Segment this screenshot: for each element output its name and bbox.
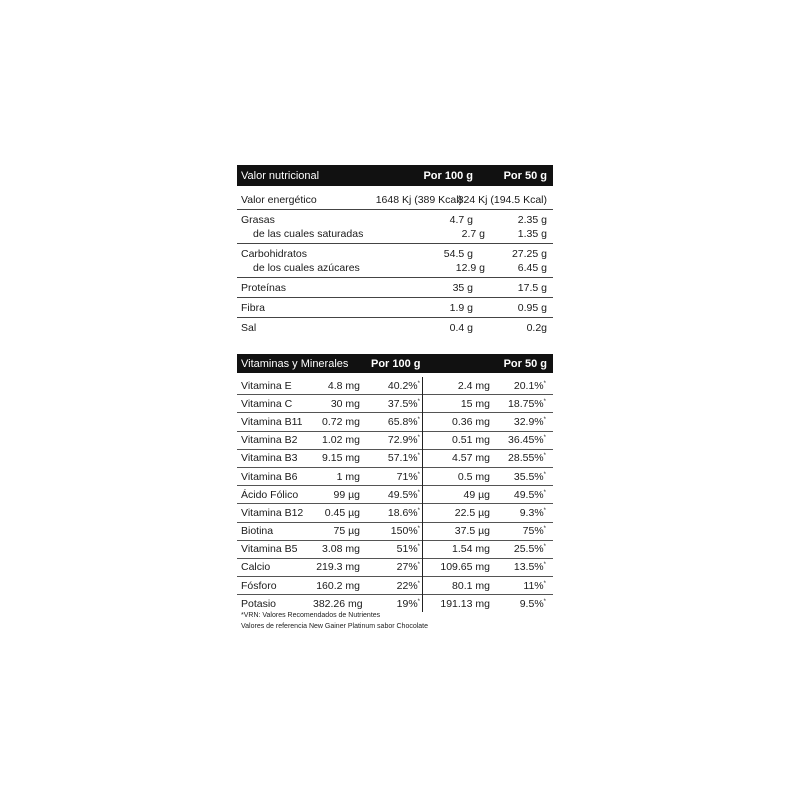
vrn-percent-per-100g <box>360 471 420 483</box>
nutrition-group <box>237 190 553 210</box>
nutrition-table-header <box>237 165 553 186</box>
amount-per-50g-text: 4.57 mg <box>452 452 490 465</box>
vitamin-row <box>237 559 553 577</box>
value-per-100g: 0.4 g <box>449 322 473 334</box>
nutrition-row <box>237 301 553 315</box>
vrn-percent-per-50g-text: 9.3% <box>519 506 544 519</box>
nutrient-label: Grasas <box>241 214 275 226</box>
vitamin-name-text: Ácido Fólico <box>241 488 299 501</box>
nutrient-label: Fibra <box>241 302 265 314</box>
asterisk-mark: * <box>543 398 546 405</box>
vitamin-name <box>237 398 313 410</box>
vitamin-name <box>237 380 313 392</box>
nutrient-label: de los cuales azúcares <box>253 262 360 274</box>
vrn-percent-per-100g <box>360 543 420 555</box>
asterisk-mark: * <box>417 598 420 605</box>
vitamins-table-body <box>237 377 553 612</box>
asterisk-mark: * <box>543 507 546 514</box>
vrn-percent-per-100g <box>360 452 420 464</box>
vrn-percent-per-50g-text: 36.45% <box>508 434 544 447</box>
amount-per-100g <box>313 597 363 610</box>
vitamin-name-text: Vitamina B5 <box>241 543 298 556</box>
asterisk-mark: * <box>417 489 420 496</box>
amount-per-100g-text: 219.3 mg <box>316 561 360 574</box>
vrn-percent-per-100g-text: 49.5% <box>387 488 418 501</box>
asterisk-mark: * <box>543 598 546 605</box>
vrn-percent-per-50g <box>490 380 553 392</box>
vrn-percent-per-50g-text: 75% <box>522 525 544 538</box>
asterisk-mark: * <box>417 435 420 442</box>
vitamin-name-text: Vitamina E <box>241 379 292 392</box>
value-per-100g: 54.5 g <box>443 248 473 260</box>
amount-per-100g-text: 99 µg <box>333 488 360 501</box>
asterisk-mark: * <box>417 453 420 460</box>
value-per-50g: 0.2g <box>526 322 547 334</box>
vitamin-name <box>237 543 313 555</box>
amount-per-100g <box>313 580 360 592</box>
vrn-percent-per-50g-text: 9.5% <box>519 597 544 610</box>
amount-per-100g <box>313 507 360 519</box>
vitamin-name <box>237 416 313 428</box>
vrn-percent-per-50g <box>490 561 553 573</box>
amount-per-100g-text: 3.08 mg <box>322 543 360 556</box>
vitamin-name-text: Vitamina B6 <box>241 470 298 483</box>
vitamin-row <box>237 377 553 395</box>
asterisk-mark: * <box>543 416 546 423</box>
nutrition-group <box>237 210 553 244</box>
amount-per-50g <box>417 397 490 410</box>
header-per-100g: Por 100 g <box>423 169 473 182</box>
amount-per-50g-text: 49 µg <box>463 488 490 501</box>
asterisk-mark: * <box>543 489 546 496</box>
nutrition-row <box>237 261 553 275</box>
vitamin-name <box>237 598 313 610</box>
vitamin-name <box>237 561 313 573</box>
vrn-percent-per-100g-text: 65.8% <box>387 415 418 428</box>
nutrient-label: Carbohidratos <box>241 248 307 260</box>
asterisk-mark: * <box>417 526 420 533</box>
nutrition-row <box>237 321 553 335</box>
vitamin-row <box>237 504 553 522</box>
vrn-percent-per-50g-text: 20.1% <box>513 379 544 392</box>
asterisk-mark: * <box>417 580 420 587</box>
value-per-100g: 1.9 g <box>449 302 473 314</box>
nutrition-group <box>237 298 553 318</box>
amount-per-100g <box>313 543 360 555</box>
header-label: Vitaminas y Minerales <box>241 357 349 370</box>
vrn-percent-per-100g <box>360 525 420 537</box>
asterisk-mark: * <box>543 580 546 587</box>
vrn-percent-per-100g-text: 57.1% <box>387 452 418 465</box>
amount-per-50g-text: 0.5 mg <box>457 470 490 483</box>
column-divider <box>422 377 423 612</box>
amount-per-50g <box>417 470 490 483</box>
nutrient-label: Sal <box>241 322 257 334</box>
vrn-percent-per-50g-text: 28.55% <box>508 452 544 465</box>
asterisk-mark: * <box>417 471 420 478</box>
vrn-percent-per-50g-text: 13.5% <box>513 561 544 574</box>
amount-per-100g <box>313 434 360 446</box>
value-per-50g: 6.45 g <box>517 262 547 274</box>
asterisk-mark: * <box>417 380 420 387</box>
asterisk-mark: * <box>543 526 546 533</box>
vitamin-name-text: Vitamina B11 <box>241 415 303 428</box>
vitamin-name-text: Potasio <box>241 597 277 610</box>
vitamin-name <box>237 452 313 464</box>
amount-per-100g <box>313 471 360 483</box>
vrn-percent-per-50g <box>490 525 553 537</box>
vitamin-row <box>237 432 553 450</box>
vrn-percent-per-50g-text: 32.9% <box>513 415 544 428</box>
vrn-percent-per-50g <box>490 416 553 428</box>
amount-per-100g <box>313 452 360 464</box>
asterisk-mark: * <box>543 380 546 387</box>
vitamin-name-text: Vitamina B12 <box>241 506 304 519</box>
vitamins-table-header <box>237 354 553 373</box>
vitamin-row <box>237 413 553 431</box>
amount-per-100g-text: 382.26 mg <box>313 597 363 610</box>
amount-per-50g <box>417 543 490 556</box>
vrn-percent-per-100g <box>360 380 420 392</box>
vrn-percent-per-100g <box>360 598 420 610</box>
amount-per-50g-text: 15 mg <box>460 397 490 410</box>
vitamin-row <box>237 577 553 595</box>
vitamin-name-text: Vitamina B3 <box>241 452 298 465</box>
amount-per-100g-text: 160.2 mg <box>316 579 360 592</box>
amount-per-100g-text: 4.8 mg <box>327 379 360 392</box>
vrn-percent-per-50g-text: 18.75% <box>508 397 544 410</box>
vitamin-row <box>237 523 553 541</box>
amount-per-100g-text: 0.45 µg <box>324 506 360 519</box>
reference-note: Valores de referencia New Gainer Platinum sabor Chocolate <box>241 623 429 630</box>
vitamin-name <box>237 580 313 592</box>
vitamin-name-text: Vitamina B2 <box>241 434 298 447</box>
asterisk-mark: * <box>417 507 420 514</box>
value-per-100g: 1648 Kj (389 Kcal) <box>375 194 463 206</box>
vitamin-name <box>237 489 313 501</box>
vrn-percent-per-100g-text: 40.2% <box>387 379 418 392</box>
amount-per-50g <box>417 434 490 447</box>
vrn-percent-per-100g-text: 51% <box>396 543 418 556</box>
vitamin-name <box>237 507 313 519</box>
amount-per-50g <box>417 415 490 428</box>
asterisk-mark: * <box>417 544 420 551</box>
vitamin-name <box>237 471 313 483</box>
amount-per-50g-text: 37.5 µg <box>454 525 490 538</box>
vrn-percent-per-50g-text: 49.5% <box>513 488 544 501</box>
amount-per-100g-text: 30 mg <box>330 397 360 410</box>
amount-per-100g-text: 1 mg <box>336 470 360 483</box>
value-per-100g: 4.7 g <box>449 214 473 226</box>
vrn-percent-per-100g <box>360 398 420 410</box>
amount-per-100g-text: 1.02 mg <box>322 434 360 447</box>
amount-per-50g-text: 2.4 mg <box>457 379 490 392</box>
nutrition-table-body <box>237 190 553 337</box>
vrn-percent-per-50g <box>490 434 553 446</box>
amount-per-50g-text: 109.65 mg <box>440 561 490 574</box>
vitamin-row <box>237 486 553 504</box>
nutrition-row <box>237 193 553 207</box>
vitamin-row <box>237 395 553 413</box>
value-per-100g: 12.9 g <box>455 262 485 274</box>
vrn-percent-per-50g-text: 11% <box>523 579 544 592</box>
vrn-percent-per-100g-text: 18.6% <box>387 506 418 519</box>
nutrient-label: Valor energético <box>241 194 317 206</box>
amount-per-100g <box>313 416 360 428</box>
nutrition-group <box>237 278 553 298</box>
vitamin-name-text: Vitamina C <box>241 397 293 410</box>
value-per-50g: 2.35 g <box>517 214 547 226</box>
vrn-percent-per-50g-text: 25.5% <box>513 543 544 556</box>
amount-per-50g <box>417 452 490 465</box>
vitamin-name <box>237 434 313 446</box>
amount-per-50g-text: 1.54 mg <box>452 543 490 556</box>
vrn-percent-per-100g <box>360 489 420 501</box>
value-per-50g: 824 Kj (194.5 Kcal) <box>457 194 547 206</box>
header-per-50g: Por 50 g <box>503 357 547 370</box>
amount-per-50g-text: 0.36 mg <box>452 415 490 428</box>
amount-per-50g <box>417 525 490 538</box>
amount-per-50g <box>417 488 490 501</box>
vrn-percent-per-50g <box>490 580 553 592</box>
vrn-percent-per-100g-text: 72.9% <box>387 434 418 447</box>
nutrient-label: Proteínas <box>241 282 286 294</box>
asterisk-mark: * <box>417 562 420 569</box>
vrn-percent-per-100g <box>360 434 420 446</box>
asterisk-mark: * <box>417 398 420 405</box>
vitamin-name-text: Calcio <box>241 561 271 574</box>
value-per-100g: 2.7 g <box>461 228 485 240</box>
nutrition-table <box>237 165 553 337</box>
value-per-50g: 17.5 g <box>517 282 547 294</box>
amount-per-100g <box>313 525 360 537</box>
vrn-percent-per-50g <box>490 507 553 519</box>
amount-per-100g <box>313 398 360 410</box>
value-per-100g: 35 g <box>452 282 473 294</box>
amount-per-50g <box>417 506 490 519</box>
vrn-note: *VRN: Valores Recomendados de Nutrientes <box>241 612 381 619</box>
vitamin-name-text: Fósforo <box>241 579 277 592</box>
amount-per-50g-text: 80.1 mg <box>452 579 490 592</box>
vrn-percent-per-100g <box>360 507 420 519</box>
asterisk-mark: * <box>543 544 546 551</box>
nutrition-row <box>237 281 553 295</box>
vrn-percent-per-100g-text: 71% <box>396 470 418 483</box>
vrn-percent-per-100g-text: 150% <box>390 525 418 538</box>
vitamin-row <box>237 450 553 468</box>
amount-per-100g-text: 75 µg <box>333 525 360 538</box>
amount-per-50g-text: 191.13 mg <box>440 597 490 610</box>
vitamin-row <box>237 468 553 486</box>
vrn-percent-per-50g <box>490 598 553 610</box>
asterisk-mark: * <box>417 416 420 423</box>
vrn-percent-per-100g <box>360 416 420 428</box>
header-per-100g: Por 100 g <box>371 357 421 370</box>
vrn-percent-per-50g <box>490 543 553 555</box>
value-per-50g: 1.35 g <box>517 228 547 240</box>
asterisk-mark: * <box>543 471 546 478</box>
vrn-percent-per-50g <box>490 471 553 483</box>
amount-per-100g-text: 9.15 mg <box>322 452 360 465</box>
vrn-percent-per-50g <box>490 398 553 410</box>
amount-per-100g <box>313 561 360 573</box>
vrn-percent-per-100g-text: 27% <box>396 561 418 574</box>
amount-per-100g <box>313 489 360 501</box>
vrn-percent-per-50g-text: 35.5% <box>513 470 544 483</box>
vrn-percent-per-50g <box>490 489 553 501</box>
asterisk-mark: * <box>543 562 546 569</box>
amount-per-100g-text: 0.72 mg <box>322 415 360 428</box>
amount-per-100g <box>313 380 360 392</box>
header-label: Valor nutricional <box>241 169 320 182</box>
footnotes <box>241 610 428 632</box>
vitamin-name-text: Biotina <box>241 525 274 538</box>
vitamin-row <box>237 541 553 559</box>
vrn-percent-per-100g-text: 37.5% <box>387 397 418 410</box>
asterisk-mark: * <box>543 435 546 442</box>
nutrient-label: de las cuales saturadas <box>253 228 364 240</box>
amount-per-50g-text: 22.5 µg <box>454 506 490 519</box>
nutrition-group <box>237 244 553 278</box>
value-per-50g: 0.95 g <box>517 302 547 314</box>
vrn-percent-per-100g-text: 19% <box>396 597 418 610</box>
amount-per-50g-text: 0.51 mg <box>452 434 490 447</box>
vrn-percent-per-100g <box>360 580 420 592</box>
amount-per-50g <box>417 579 490 592</box>
vrn-percent-per-100g-text: 22% <box>396 579 418 592</box>
header-per-50g: Por 50 g <box>503 169 547 182</box>
vitamin-name <box>237 525 313 537</box>
nutrition-row <box>237 247 553 261</box>
nutrition-row <box>237 227 553 241</box>
vrn-percent-per-50g <box>490 452 553 464</box>
amount-per-50g <box>417 561 490 574</box>
nutrition-row <box>237 213 553 227</box>
asterisk-mark: * <box>543 453 546 460</box>
amount-per-50g <box>417 379 490 392</box>
value-per-50g: 27.25 g <box>511 248 547 260</box>
amount-per-50g <box>417 597 490 610</box>
vrn-percent-per-100g <box>360 561 420 573</box>
vitamins-table <box>237 354 553 612</box>
nutrition-group <box>237 318 553 337</box>
